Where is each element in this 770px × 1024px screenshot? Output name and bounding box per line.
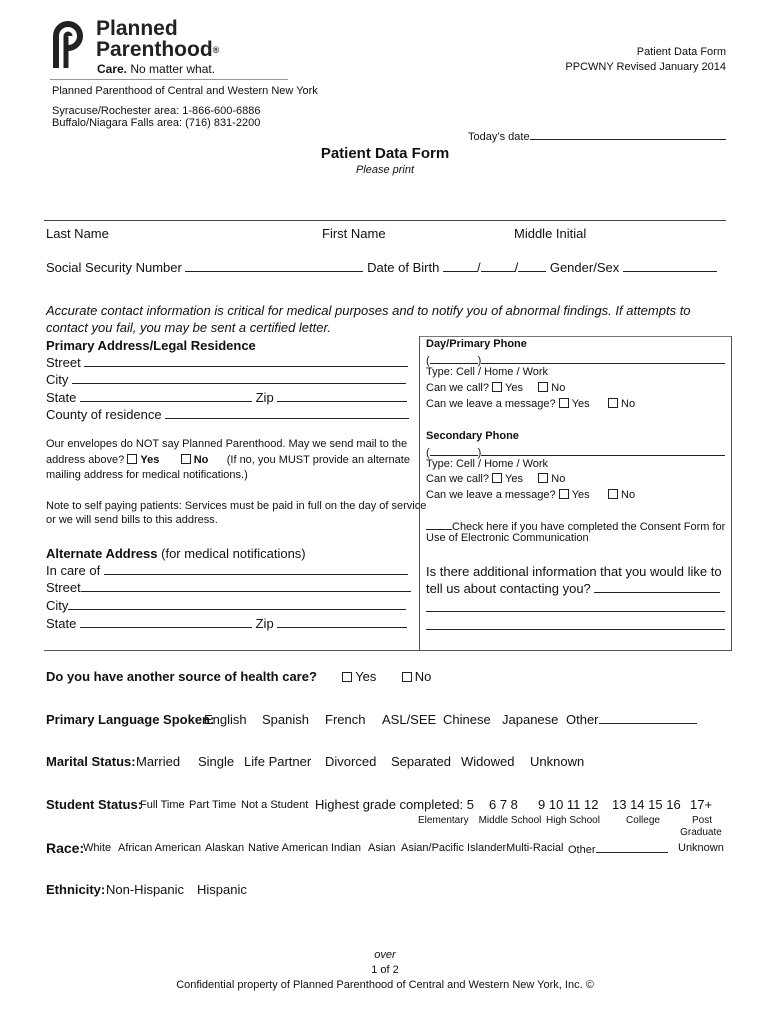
consent-line2: Use of Electronic Communication [426, 532, 589, 544]
marital-label: Marital Status: [46, 754, 136, 769]
language-other-field[interactable] [599, 712, 697, 724]
race-option-indian[interactable]: Indian [331, 842, 361, 854]
secondary-phone-type: Type: Cell / Home / Work [426, 458, 549, 470]
health-care-no-checkbox[interactable] [402, 672, 412, 682]
planned-parenthood-logo-icon [52, 20, 90, 70]
org-name-line2: Parenthood [96, 38, 213, 61]
student-option-part-time[interactable]: Part Time [189, 799, 237, 811]
mail-no-checkbox[interactable] [181, 454, 191, 464]
primary-phone-paren-close: ) [477, 355, 482, 367]
health-care-yes-label: Yes [355, 669, 377, 684]
alternate-zip-label: Zip [255, 616, 274, 631]
grade-option-5[interactable]: Highest grade completed: 5 [315, 797, 474, 812]
first-name-label: First Name [322, 226, 386, 241]
mail-question-line1: Our envelopes do NOT say Planned Parenthood. May we send mail to the [46, 438, 408, 450]
ethnicity-option-hispanic[interactable]: Hispanic [197, 882, 247, 897]
tagline-rest: No matter what. [130, 62, 216, 76]
doc-label: Patient Data Form [636, 46, 726, 58]
page-subtitle: Please print [355, 164, 415, 176]
primary-city-label: City [46, 372, 69, 387]
secondary-can-call-yes-label: Yes [505, 473, 523, 485]
consent-line1: Check here if you have completed the Consent Form for [452, 521, 726, 533]
secondary-leave-msg-yes-label: Yes [571, 489, 590, 501]
dob-label: Date of Birth [367, 260, 440, 275]
level-college: College [626, 815, 660, 826]
primary-phone-number-field[interactable] [481, 352, 725, 364]
alternate-state-field[interactable] [80, 616, 252, 628]
race-option-asian[interactable]: Asian [368, 842, 396, 854]
race-option-asian-pacific[interactable]: Asian/Pacific Islander [401, 842, 507, 854]
additional-info-field-2[interactable] [426, 600, 725, 612]
language-option-japanese[interactable]: Japanese [502, 712, 559, 727]
health-care-no-label: No [414, 669, 432, 684]
dob-month-field[interactable] [443, 260, 477, 272]
level-middle-school: Middle School [478, 815, 542, 826]
contact-notice-line2: contact you fail, you may be sent a certified letter. [46, 320, 331, 335]
primary-city-field[interactable] [72, 372, 406, 384]
ssn-field[interactable] [185, 260, 363, 272]
org-name-line1: Planned [96, 17, 178, 40]
alternate-state-label: State [46, 616, 77, 631]
primary-address-heading: Primary Address/Legal Residence [46, 338, 256, 353]
mail-no-label: No [193, 454, 209, 466]
secondary-phone-heading: Secondary Phone [426, 430, 519, 442]
self-pay-note-line1: Note to self paying patients: Services must be paid in full on the day of service [46, 500, 427, 512]
marital-option-single[interactable]: Single [198, 754, 235, 769]
race-option-alaskan[interactable]: Alaskan [205, 842, 245, 854]
affiliate-name: Planned Parenthood of Central and Western New York [52, 85, 318, 97]
mail-yes-checkbox[interactable] [127, 454, 137, 464]
phone-syracuse: Syracuse/Rochester area: 1-866-600-6886 [52, 105, 261, 117]
primary-state-field[interactable] [80, 390, 252, 402]
secondary-can-call-no-checkbox[interactable] [538, 473, 548, 483]
primary-street-label: Street [46, 355, 81, 370]
gender-field[interactable] [623, 260, 717, 272]
primary-phone-heading: Day/Primary Phone [426, 338, 527, 350]
alternate-city-label: City [46, 598, 69, 613]
footer-page-number: 1 of 2 [371, 964, 399, 976]
primary-zip-field[interactable] [277, 390, 407, 402]
secondary-phone-paren-close: ) [477, 447, 482, 459]
alternate-street-field[interactable] [81, 580, 411, 592]
level-high-school: High School [546, 815, 600, 826]
marital-option-widowed[interactable]: Widowed [461, 754, 515, 769]
secondary-phone-number-field[interactable] [481, 444, 725, 456]
race-option-white[interactable]: White [83, 842, 112, 854]
primary-state-label: State [46, 390, 77, 405]
marital-option-separated[interactable]: Separated [391, 754, 451, 769]
health-care-question: Do you have another source of health care? [46, 669, 317, 684]
alternate-address-subheading: (for medical notifications) [161, 546, 306, 561]
primary-zip-label: Zip [255, 390, 274, 405]
grade-option-13-16[interactable]: 13 14 15 16 [612, 797, 681, 812]
contact-notice-line1: Accurate contact information is critical for medical purposes and to notify you of abnormal findings. If attempts to [46, 303, 691, 318]
in-care-of-label: In care of [46, 563, 101, 578]
mail-question-line3: mailing address for medical notifications.) [46, 469, 248, 481]
additional-info-field-3[interactable] [426, 618, 725, 630]
primary-can-call-label: Can we call? [426, 382, 489, 394]
race-option-african-american[interactable]: African American [118, 842, 202, 854]
grade-option-17-plus[interactable]: 17+ [690, 797, 713, 812]
todays-date-label: Today’s date [468, 131, 530, 143]
primary-phone-paren-open: ( [426, 355, 430, 367]
primary-phone-area-code-field[interactable] [430, 352, 478, 364]
phone-buffalo: Buffalo/Niagara Falls area: (716) 831-2200 [52, 117, 261, 129]
primary-can-call-no-checkbox[interactable] [538, 382, 548, 392]
primary-leave-msg-yes-checkbox[interactable] [559, 398, 569, 408]
race-other-field[interactable] [596, 842, 668, 853]
secondary-phone-area-code-field[interactable] [430, 444, 478, 456]
race-option-unknown[interactable]: Unknown [678, 842, 724, 854]
additional-info-field-1[interactable] [594, 581, 720, 593]
language-option-english[interactable]: English [204, 712, 247, 727]
language-label: Primary Language Spoken: [46, 712, 215, 727]
primary-can-call-yes-checkbox[interactable] [492, 382, 502, 392]
primary-phone-type: Type: Cell / Home / Work [426, 366, 549, 378]
language-option-french[interactable]: French [325, 712, 366, 727]
additional-info-line2: tell us about contacting you? [426, 581, 591, 596]
county-field[interactable] [165, 407, 409, 419]
ethnicity-option-non-hispanic[interactable]: Non-Hispanic [106, 882, 185, 897]
marital-option-divorced[interactable]: Divorced [325, 754, 377, 769]
student-option-full-time[interactable]: Full Time [140, 799, 185, 811]
language-option-spanish[interactable]: Spanish [262, 712, 309, 727]
last-name-label: Last Name [46, 226, 109, 241]
alternate-zip-field[interactable] [277, 616, 407, 628]
mail-question-line2a: address above? [46, 454, 125, 466]
level-elementary: Elementary [418, 815, 469, 826]
secondary-can-call-yes-checkbox[interactable] [492, 473, 502, 483]
grade-option-6-8[interactable]: 6 7 8 [489, 797, 518, 812]
in-care-of-field[interactable] [104, 563, 408, 575]
alternate-address-heading: Alternate Address [46, 546, 158, 561]
race-label: Race: [46, 840, 85, 856]
middle-initial-label: Middle Initial [514, 226, 587, 241]
secondary-can-call-label: Can we call? [426, 473, 489, 485]
footer-over: over [374, 949, 396, 961]
language-option-asl[interactable]: ASL/SEE [382, 712, 437, 727]
race-option-native-american[interactable]: Native American [248, 842, 329, 854]
language-option-chinese[interactable]: Chinese [443, 712, 491, 727]
secondary-leave-msg-yes-checkbox[interactable] [559, 489, 569, 499]
student-option-not-student[interactable]: Not a Student [241, 799, 309, 811]
marital-option-life-partner[interactable]: Life Partner [244, 754, 312, 769]
secondary-can-call-no-label: No [551, 473, 566, 485]
language-option-other[interactable]: Other [566, 712, 599, 727]
mail-question-line2b: (If no, you MUST provide an alternate [226, 454, 410, 466]
primary-leave-msg-label: Can we leave a message? [426, 398, 556, 410]
level-post: Post [691, 815, 712, 826]
tagline-bold: Care. [97, 62, 128, 76]
primary-street-field[interactable] [84, 355, 408, 367]
primary-can-call-no-label: No [551, 382, 566, 394]
mail-yes-label: Yes [140, 454, 160, 466]
primary-leave-msg-yes-label: Yes [571, 398, 590, 410]
dob-year-field[interactable] [518, 260, 546, 272]
secondary-phone-paren-open: ( [426, 447, 430, 459]
consent-form-check-field[interactable] [426, 518, 452, 530]
additional-info-line1: Is there additional information that you would like to [426, 564, 722, 579]
race-option-other[interactable]: Other [568, 844, 596, 856]
marital-option-unknown[interactable]: Unknown [530, 754, 585, 769]
marital-option-married[interactable]: Married [136, 754, 181, 769]
secondary-leave-msg-label: Can we leave a message? [426, 489, 556, 501]
registered-mark: ® [212, 45, 220, 55]
todays-date-field[interactable] [530, 128, 726, 140]
health-care-yes-checkbox[interactable] [342, 672, 352, 682]
secondary-leave-msg-no-checkbox[interactable] [608, 489, 618, 499]
footer-confidential: Confidential property of Planned Parenthood of Central and Western New York, Inc. © [176, 979, 594, 991]
ethnicity-label: Ethnicity: [46, 882, 106, 897]
revision-label: PPCWNY Revised January 2014 [565, 61, 726, 73]
county-label: County of residence [46, 407, 162, 422]
self-pay-note-line2: or we will send bills to this address. [46, 514, 218, 526]
alternate-street-label: Street [46, 580, 81, 595]
alternate-city-field[interactable] [68, 598, 406, 610]
primary-leave-msg-no-label: No [621, 398, 636, 410]
primary-can-call-yes-label: Yes [505, 382, 523, 394]
ssn-label: Social Security Number [46, 260, 182, 275]
page-title: Patient Data Form [320, 145, 450, 162]
grade-option-9-12[interactable]: 9 10 11 12 [538, 797, 599, 812]
secondary-leave-msg-no-label: No [621, 489, 636, 501]
primary-leave-msg-no-checkbox[interactable] [608, 398, 618, 408]
dob-day-field[interactable] [481, 260, 515, 272]
level-graduate: Graduate [680, 827, 722, 838]
gender-label: Gender/Sex [549, 260, 620, 275]
student-label: Student Status: [46, 797, 143, 812]
race-option-multi-racial[interactable]: Multi-Racial [506, 842, 564, 854]
